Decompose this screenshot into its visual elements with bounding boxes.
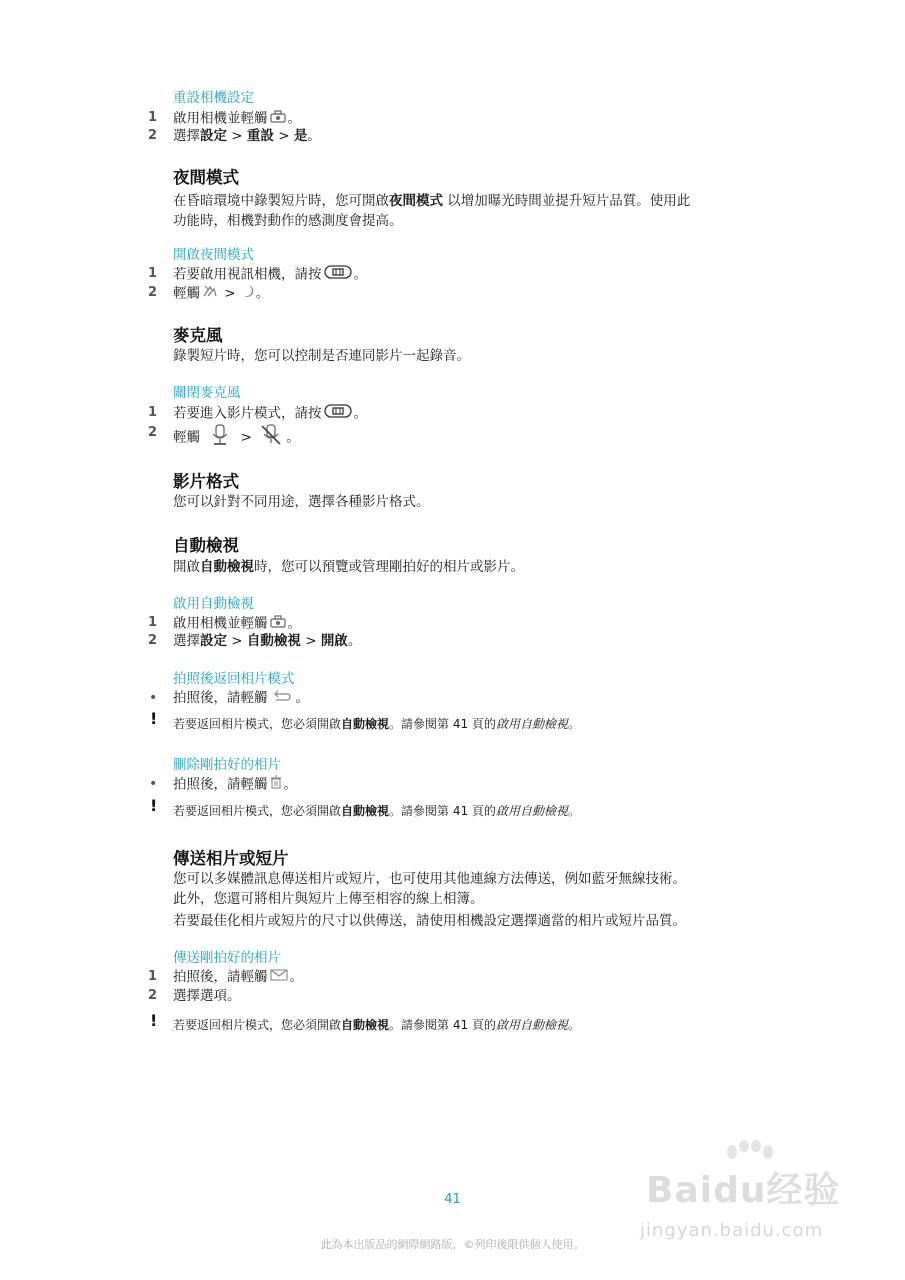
step-number: 2 <box>148 285 158 300</box>
warning-icon: ! <box>150 1011 158 1030</box>
auto-review-subheading: 啟用自動檢視 <box>173 596 254 612</box>
microphone-paragraph: 錄製短片時，您可以控制是否連同影片一起錄音。 <box>173 348 470 364</box>
page-number: 41 <box>444 1192 461 1207</box>
reset-step-1: 啟用相機並輕觸 。 <box>173 110 301 127</box>
baidu-watermark <box>640 1140 870 1250</box>
auto-review-paragraph: 開啟自動檢視時，您可以預覽或管理剛拍好的相片或影片。 <box>173 559 524 575</box>
microphone-icon <box>210 424 230 451</box>
step-number: 2 <box>148 988 158 1003</box>
return-step: 拍照後，請輕觸 。 <box>173 690 309 706</box>
send-paragraph-1: 您可以多媒體訊息傳送相片或短片，也可使用其他連線方法傳送，例如藍牙無線技術。 此外，您還可將相片與短片上傳至相容的線上相簿。 <box>173 871 686 907</box>
night-step-2: 輕觸 > 。 <box>173 285 270 302</box>
delete-subheading: 刪除剛拍好的相片 <box>173 757 281 773</box>
step-number: 1 <box>148 405 158 420</box>
microphone-heading: 麥克風 <box>173 326 223 345</box>
watermark-url: jingyan.baidu.com <box>640 1220 824 1241</box>
microphone-subheading: 關閉麥克風 <box>173 385 241 401</box>
envelope-icon <box>270 968 288 986</box>
auto-review-heading: 自動檢視 <box>173 536 239 555</box>
delete-note: 若要返回相片模式，您必須開啟自動檢視。請參閱第 41 頁的啟用自動檢視。 <box>173 804 580 818</box>
bullet: • <box>149 690 158 706</box>
step-number: 1 <box>148 615 158 630</box>
step-number: 2 <box>148 633 158 648</box>
night-mode-heading: 夜間模式 <box>173 168 239 187</box>
step-number: 1 <box>148 969 158 984</box>
step-number: 2 <box>148 425 158 440</box>
step-number: 1 <box>148 110 158 125</box>
warning-icon: ! <box>150 709 158 728</box>
return-icon <box>272 689 292 707</box>
return-subheading: 拍照後返回相片模式 <box>173 671 295 687</box>
microphone-off-icon <box>260 424 282 451</box>
send-step-2: 選擇選項。 <box>173 988 241 1004</box>
send-heading: 傳送相片或短片 <box>173 849 289 868</box>
page-footer: 此為本出版品的網際網路版，©列印後限供個人使用。 <box>320 1238 585 1251</box>
video-format-paragraph: 您可以針對不同用途，選擇各種影片格式。 <box>173 494 430 510</box>
step-number: 1 <box>148 266 158 281</box>
watermark-logo-text: Baidu经验 <box>646 1170 841 1211</box>
video-camera-key-icon <box>324 404 352 423</box>
step-number: 2 <box>148 128 158 143</box>
reset-step-2: 選擇設定 > 重設 > 是。 <box>173 128 321 144</box>
send-step-1: 拍照後，請輕觸 。 <box>173 969 303 985</box>
reset-subheading: 重設相機設定 <box>173 90 254 106</box>
night-mode-paragraph: 在昏暗環境中錄製短片時，您可開啟夜間模式 以增加曝光時間並提升短片品質。使用此 功能時，相機對動作的感測度會提高。 <box>173 193 691 229</box>
video-format-heading: 影片格式 <box>173 472 239 491</box>
camera-settings-icon <box>270 614 286 633</box>
video-camera-key-icon <box>324 265 352 284</box>
scene-icon <box>202 284 218 303</box>
bullet: • <box>149 776 158 792</box>
mic-step-2: 輕觸 > 。 <box>173 424 300 451</box>
warning-icon: ! <box>150 796 158 815</box>
send-subheading: 傳送剛拍好的相片 <box>173 950 281 966</box>
night-moon-icon <box>242 284 254 303</box>
review-step-2: 選擇設定 > 自動檢視 > 開啟。 <box>173 633 362 649</box>
mic-step-1: 若要進入影片模式，請按 。 <box>173 405 367 422</box>
delete-step: 拍照後，請輕觸 。 <box>173 776 297 793</box>
camera-settings-icon <box>270 109 286 128</box>
trash-icon <box>270 775 282 794</box>
review-step-1: 啟用相機並輕觸 。 <box>173 615 301 632</box>
night-mode-subheading: 開啟夜間模式 <box>173 247 254 263</box>
return-note: 若要返回相片模式，您必須開啟自動檢視。請參閱第 41 頁的啟用自動檢視。 <box>173 717 580 731</box>
send-note: 若要返回相片模式，您必須開啟自動檢視。請參閱第 41 頁的啟用自動檢視。 <box>173 1018 580 1032</box>
send-paragraph-2: 若要最佳化相片或短片的尺寸以供傳送，請使用相機設定選擇適當的相片或短片品質。 <box>173 913 686 929</box>
night-step-1: 若要啟用視訊相機，請按 。 <box>173 266 367 283</box>
